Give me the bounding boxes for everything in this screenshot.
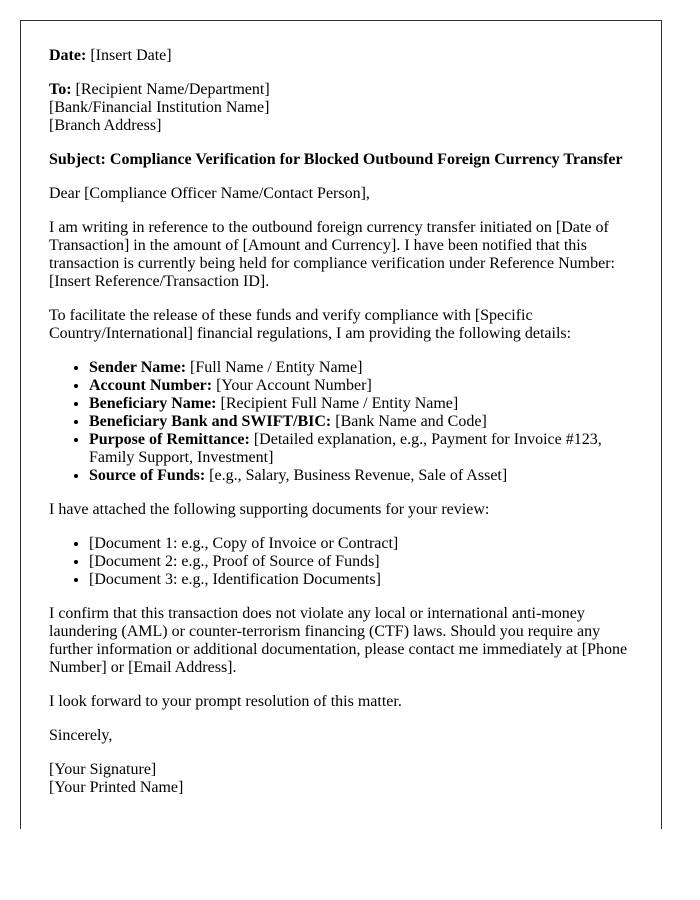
recipient-branch-address: [Branch Address]: [49, 117, 162, 134]
detail-item-beneficiary-name: [89, 395, 633, 413]
recipient-block: [49, 81, 633, 135]
document-item: • [Document 3: e.g., Identification Documents]: [89, 571, 633, 589]
date-label: Date:: [49, 47, 87, 64]
detail-label: Beneficiary Bank and SWIFT/BIC:: [89, 413, 332, 430]
detail-value: [Your Account Number]: [216, 377, 372, 394]
detail-item-beneficiary-bank: [89, 413, 633, 431]
detail-label: Source of Funds:: [89, 467, 206, 484]
detail-value: [Full Name / Entity Name]: [190, 359, 363, 376]
date-line: [49, 47, 633, 65]
paragraph-closing-remark: I look forward to your prompt resolution of this matter.: [49, 693, 402, 710]
signature-line: [Your Signature]: [49, 761, 157, 778]
printed-name-line: [Your Printed Name]: [49, 779, 184, 796]
detail-value: [e.g., Salary, Business Revenue, Sale of Asset]: [209, 467, 508, 484]
detail-label: Purpose of Remittance:: [89, 431, 250, 448]
detail-item-account-number: [89, 377, 633, 395]
details-list: [49, 359, 633, 485]
paragraph-details-intro: To facilitate the release of these funds and verify compliance with [Specific Country/International] financial regulations, I am providing the following details:: [49, 307, 572, 342]
detail-value: [Detailed explanation, e.g., Payment for Invoice #123, Family Support, Investment]: [89, 431, 602, 466]
document-item: • [Document 2: e.g., Proof of Source of Funds]: [89, 553, 633, 571]
detail-label: Account Number:: [89, 377, 213, 394]
recipient-institution: [Bank/Financial Institution Name]: [49, 99, 270, 116]
closing: Sincerely,: [49, 727, 113, 744]
subject-line: Subject: Compliance Verification for Blocked Outbound Foreign Currency Transfer: [49, 151, 623, 168]
detail-item-sender-name: [89, 359, 633, 377]
letter-container: [20, 20, 662, 829]
salutation: Dear [Compliance Officer Name/Contact Person],: [49, 185, 370, 202]
paragraph-compliance-confirmation: I confirm that this transaction does not violate any local or international anti-money laundering (AML) or counter-terrorism financing (CTF) laws. Should you require any further information or additional documentation, please contact me immediately at [Phone Number] or [Email Address].: [49, 605, 628, 676]
documents-list: [49, 535, 633, 589]
recipient-name: [Recipient Name/Department]: [75, 81, 270, 98]
paragraph-attachments-intro: I have attached the following supporting documents for your review:: [49, 501, 490, 518]
detail-value: [Recipient Full Name / Entity Name]: [220, 395, 459, 412]
detail-value: [Bank Name and Code]: [335, 413, 487, 430]
detail-item-source-of-funds: [89, 467, 633, 485]
paragraph-transfer-reference: I am writing in reference to the outbound foreign currency transfer initiated on [Date of Transaction] in the amount of [Amount and Currency]. I have been notified that this transaction is currently being held for compliance verification under Reference Number: [Insert Reference/Transaction ID].: [49, 219, 615, 290]
document-item: • [Document 1: e.g., Copy of Invoice or Contract]: [89, 535, 633, 553]
to-label: To:: [49, 81, 72, 98]
recipient-line-1: [49, 81, 633, 99]
detail-label: Beneficiary Name:: [89, 395, 217, 412]
signature-block: [49, 761, 633, 797]
detail-item-purpose: [89, 431, 633, 467]
detail-label: Sender Name:: [89, 359, 187, 376]
date-value: [Insert Date]: [90, 47, 172, 64]
